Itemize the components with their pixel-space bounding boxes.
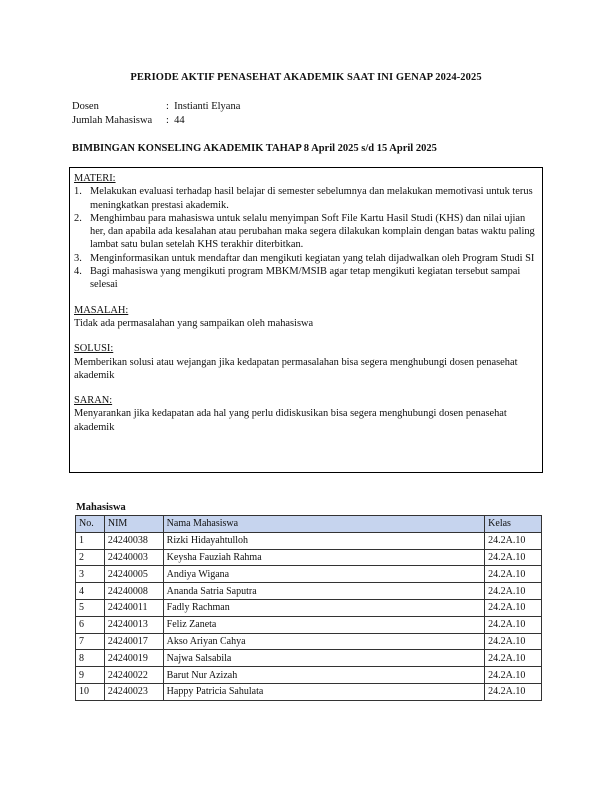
cell-nim: 24240013 <box>104 616 163 633</box>
cell-kelas: 24.2A.10 <box>485 667 542 684</box>
cell-kelas: 24.2A.10 <box>485 549 542 566</box>
materi-item <box>74 252 538 265</box>
dosen-value: Instianti Elyana <box>174 101 241 112</box>
materi-num: 4. <box>74 266 82 278</box>
cell-nim: 24240003 <box>104 549 163 566</box>
materi-num: 1. <box>74 186 82 198</box>
cell-kelas: 24.2A.10 <box>485 599 542 616</box>
cell-nim: 24240023 <box>104 683 163 700</box>
student-table <box>75 515 542 701</box>
counseling-box <box>69 167 543 473</box>
cell-nim: 24240011 <box>104 599 163 616</box>
table-row <box>76 532 542 549</box>
cell-nim: 24240017 <box>104 633 163 650</box>
cell-nama: Rizki Hidayahtulloh <box>163 532 485 549</box>
cell-nim: 24240022 <box>104 667 163 684</box>
cell-no: 8 <box>76 650 105 667</box>
materi-num: 3. <box>74 252 82 264</box>
materi-item <box>74 265 538 292</box>
table-row <box>76 566 542 583</box>
table-row <box>76 599 542 616</box>
cell-no: 7 <box>76 633 105 650</box>
cell-no: 5 <box>76 599 105 616</box>
solusi-text: Memberikan solusi atau wejangan jika kedapatan permasalahan bisa segera menghubungi dosen penasehat akademik <box>74 356 518 381</box>
cell-nama: Fadly Rachman <box>163 599 485 616</box>
materi-item <box>74 212 538 252</box>
cell-no: 1 <box>76 532 105 549</box>
dosen-label: Dosen <box>72 101 99 112</box>
cell-nim: 24240008 <box>104 583 163 600</box>
table-row <box>76 667 542 684</box>
cell-kelas: 24.2A.10 <box>485 583 542 600</box>
cell-nim: 24240005 <box>104 566 163 583</box>
materi-list <box>74 185 538 291</box>
cell-no: 2 <box>76 549 105 566</box>
table-row <box>76 616 542 633</box>
cell-nim: 24240038 <box>104 532 163 549</box>
masalah-heading: MASALAH: <box>74 304 129 316</box>
cell-nama: Keysha Fauziah Rahma <box>163 549 485 566</box>
cell-nama: Akso Ariyan Cahya <box>163 633 485 650</box>
cell-nama: Happy Patricia Sahulata <box>163 683 485 700</box>
cell-kelas: 24.2A.10 <box>485 616 542 633</box>
jumlah-label: Jumlah Mahasiswa <box>72 115 153 126</box>
cell-nama: Barut Nur Azizah <box>163 667 485 684</box>
table-header-row <box>76 516 542 533</box>
cell-no: 6 <box>76 616 105 633</box>
cell-no: 3 <box>76 566 105 583</box>
header-nama: Nama Mahasiswa <box>163 516 485 533</box>
materi-text: Menghimbau para mahasiswa untuk selalu menyimpan Soft File Kartu Hasil Studi (KHS) dan nilai ujian her, dan apabila ada kesalahan atau perubahan maka segera dilakukan komplain dengan batas waktu paling lambat satu bulan setelah KHS terakhir diterbitkan. <box>90 212 535 251</box>
header-nim: NIM <box>104 516 163 533</box>
cell-kelas: 24.2A.10 <box>485 650 542 667</box>
saran-heading: SARAN: <box>74 395 113 407</box>
cell-no: 4 <box>76 583 105 600</box>
saran-text: Menyarankan jika kedapatan ada hal yang perlu didiskusikan bisa segera menghubungi dosen penasehat akademik <box>74 408 507 433</box>
table-row <box>76 650 542 667</box>
jumlah-value: 44 <box>174 115 185 126</box>
header-no: No. <box>76 516 105 533</box>
table-row <box>76 583 542 600</box>
cell-kelas: 24.2A.10 <box>485 566 542 583</box>
document-title: PERIODE AKTIF PENASEHAT AKADEMIK SAAT INI GENAP 2024-2025 <box>130 72 482 83</box>
cell-nama: Ananda Satria Saputra <box>163 583 485 600</box>
table-row <box>76 633 542 650</box>
header-kelas: Kelas <box>485 516 542 533</box>
solusi-heading: SOLUSI: <box>74 343 114 355</box>
cell-nim: 24240019 <box>104 650 163 667</box>
session-title: BIMBINGAN KONSELING AKADEMIK TAHAP 8 April 2025 s/d 15 April 2025 <box>72 143 437 154</box>
dosen-row <box>72 101 240 112</box>
table-row <box>76 683 542 700</box>
materi-text: Melakukan evaluasi terhadap hasil belajar di semester sebelumnya dan melakukan memotivasi untuk terus meningkatkan prestasi akademik. <box>90 186 533 211</box>
jumlah-row <box>72 115 185 126</box>
dosen-sep: : <box>166 101 169 112</box>
cell-nama: Andiya Wigana <box>163 566 485 583</box>
cell-no: 9 <box>76 667 105 684</box>
cell-kelas: 24.2A.10 <box>485 532 542 549</box>
cell-nama: Feliz Zaneta <box>163 616 485 633</box>
mahasiswa-label: Mahasiswa <box>76 502 126 513</box>
cell-kelas: 24.2A.10 <box>485 633 542 650</box>
materi-text: Bagi mahasiswa yang mengikuti program MBKM/MSIB agar tetap mengikuti kegiatan tersebut sampai selesai <box>90 266 521 291</box>
materi-num: 2. <box>74 212 82 224</box>
materi-heading: MATERI: <box>74 173 116 184</box>
cell-kelas: 24.2A.10 <box>485 683 542 700</box>
masalah-text: Tidak ada permasalahan yang sampaikan oleh mahasiswa <box>74 317 314 329</box>
cell-nama: Najwa Salsabila <box>163 650 485 667</box>
materi-text: Menginformasikan untuk mendaftar dan mengikuti kegiatan yang telah dijadwalkan oleh Program Studi SI <box>90 252 535 264</box>
table-row <box>76 549 542 566</box>
jumlah-sep: : <box>166 115 169 126</box>
cell-no: 10 <box>76 683 105 700</box>
materi-item <box>74 185 538 212</box>
